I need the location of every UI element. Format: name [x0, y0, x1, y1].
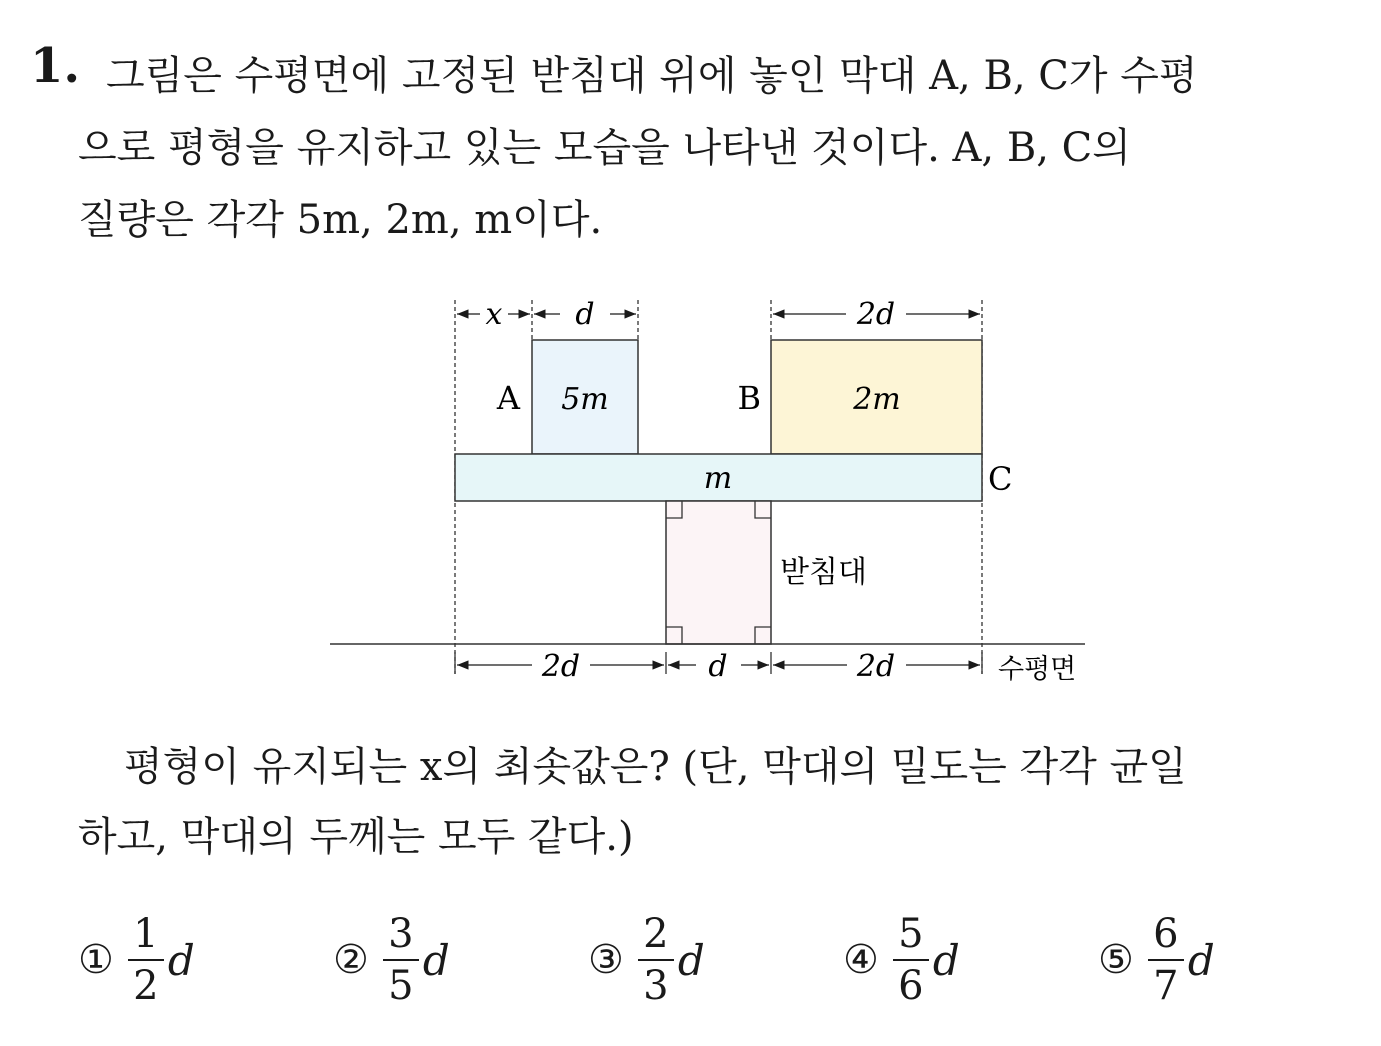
support-label: 받침대	[780, 555, 867, 590]
choice-4-denominator: 6	[898, 963, 924, 1009]
question-text	[78, 732, 1353, 872]
choice-4-variable: d	[932, 935, 960, 985]
choice-2[interactable]	[333, 905, 450, 1015]
choice-4-marker: ④	[843, 937, 879, 983]
choice-2-numerator: 3	[388, 911, 414, 957]
choice-5-numerator: 6	[1153, 911, 1179, 957]
fraction-bar	[383, 959, 419, 961]
choice-1-numerator: 1	[133, 911, 159, 957]
choice-3-denominator: 3	[643, 963, 669, 1009]
question-line-1: 평형이 유지되는 x의 최솟값은? (단, 막대의 밀도는 각각 균일	[124, 744, 1187, 790]
choice-1-denominator: 2	[133, 963, 159, 1009]
balance-diagram	[320, 290, 1100, 700]
label-top-2d: 2d	[856, 297, 896, 332]
label-bottom-d: d	[708, 649, 728, 684]
block-a-mass: 5m	[561, 382, 609, 417]
problem-number: 1.	[30, 38, 81, 94]
fraction-bar	[893, 959, 929, 961]
label-x: x	[485, 297, 503, 332]
question-line-2: 하고, 막대의 두께는 모두 같다.)	[78, 814, 634, 860]
rod-c-name: C	[988, 460, 1013, 498]
choice-3-marker: ③	[588, 937, 624, 983]
block-a-name: A	[496, 379, 520, 417]
choice-1-fraction	[128, 912, 164, 1008]
fraction-bar	[638, 959, 674, 961]
label-bottom-right-2d: 2d	[856, 649, 896, 684]
choice-4-fraction	[893, 912, 929, 1008]
choice-2-fraction	[383, 912, 419, 1008]
rod-c-mass: m	[703, 461, 733, 496]
choice-1-marker: ①	[78, 937, 114, 983]
surface-label: 수평면	[998, 654, 1077, 685]
choice-2-variable: d	[422, 935, 450, 985]
choice-5-fraction	[1148, 912, 1184, 1008]
problem-stem	[78, 40, 1353, 256]
choice-5-marker: ⑤	[1098, 937, 1134, 983]
choice-4-numerator: 5	[898, 911, 924, 957]
choice-3-numerator: 2	[643, 911, 669, 957]
stem-line-2: 으로 평형을 유지하고 있는 모습을 나타낸 것이다. A, B, C의	[78, 125, 1131, 171]
choice-1-variable: d	[167, 935, 195, 985]
choice-2-denominator: 5	[388, 963, 414, 1009]
balance-figure	[320, 290, 1100, 704]
choice-5[interactable]	[1098, 905, 1215, 1015]
fraction-bar	[128, 959, 164, 961]
stem-line-3: 질량은 각각 5m, 2m, m이다.	[78, 197, 603, 243]
support	[666, 501, 771, 644]
choice-5-variable: d	[1187, 935, 1215, 985]
choice-4[interactable]	[843, 905, 960, 1015]
block-b-name: B	[737, 379, 761, 417]
choice-3[interactable]	[588, 905, 705, 1015]
stem-line-1: 그림은 수평면에 고정된 받침대 위에 놓인 막대 A, B, C가 수평	[106, 53, 1198, 99]
label-bottom-left-2d: 2d	[541, 649, 581, 684]
choice-3-variable: d	[677, 935, 705, 985]
label-top-d: d	[575, 297, 595, 332]
block-b-mass: 2m	[853, 382, 901, 417]
fraction-bar	[1148, 959, 1184, 961]
choice-1[interactable]	[78, 905, 195, 1015]
choice-2-marker: ②	[333, 937, 369, 983]
choice-5-denominator: 7	[1153, 963, 1179, 1009]
choice-3-fraction	[638, 912, 674, 1008]
answer-choices	[78, 905, 1358, 1015]
